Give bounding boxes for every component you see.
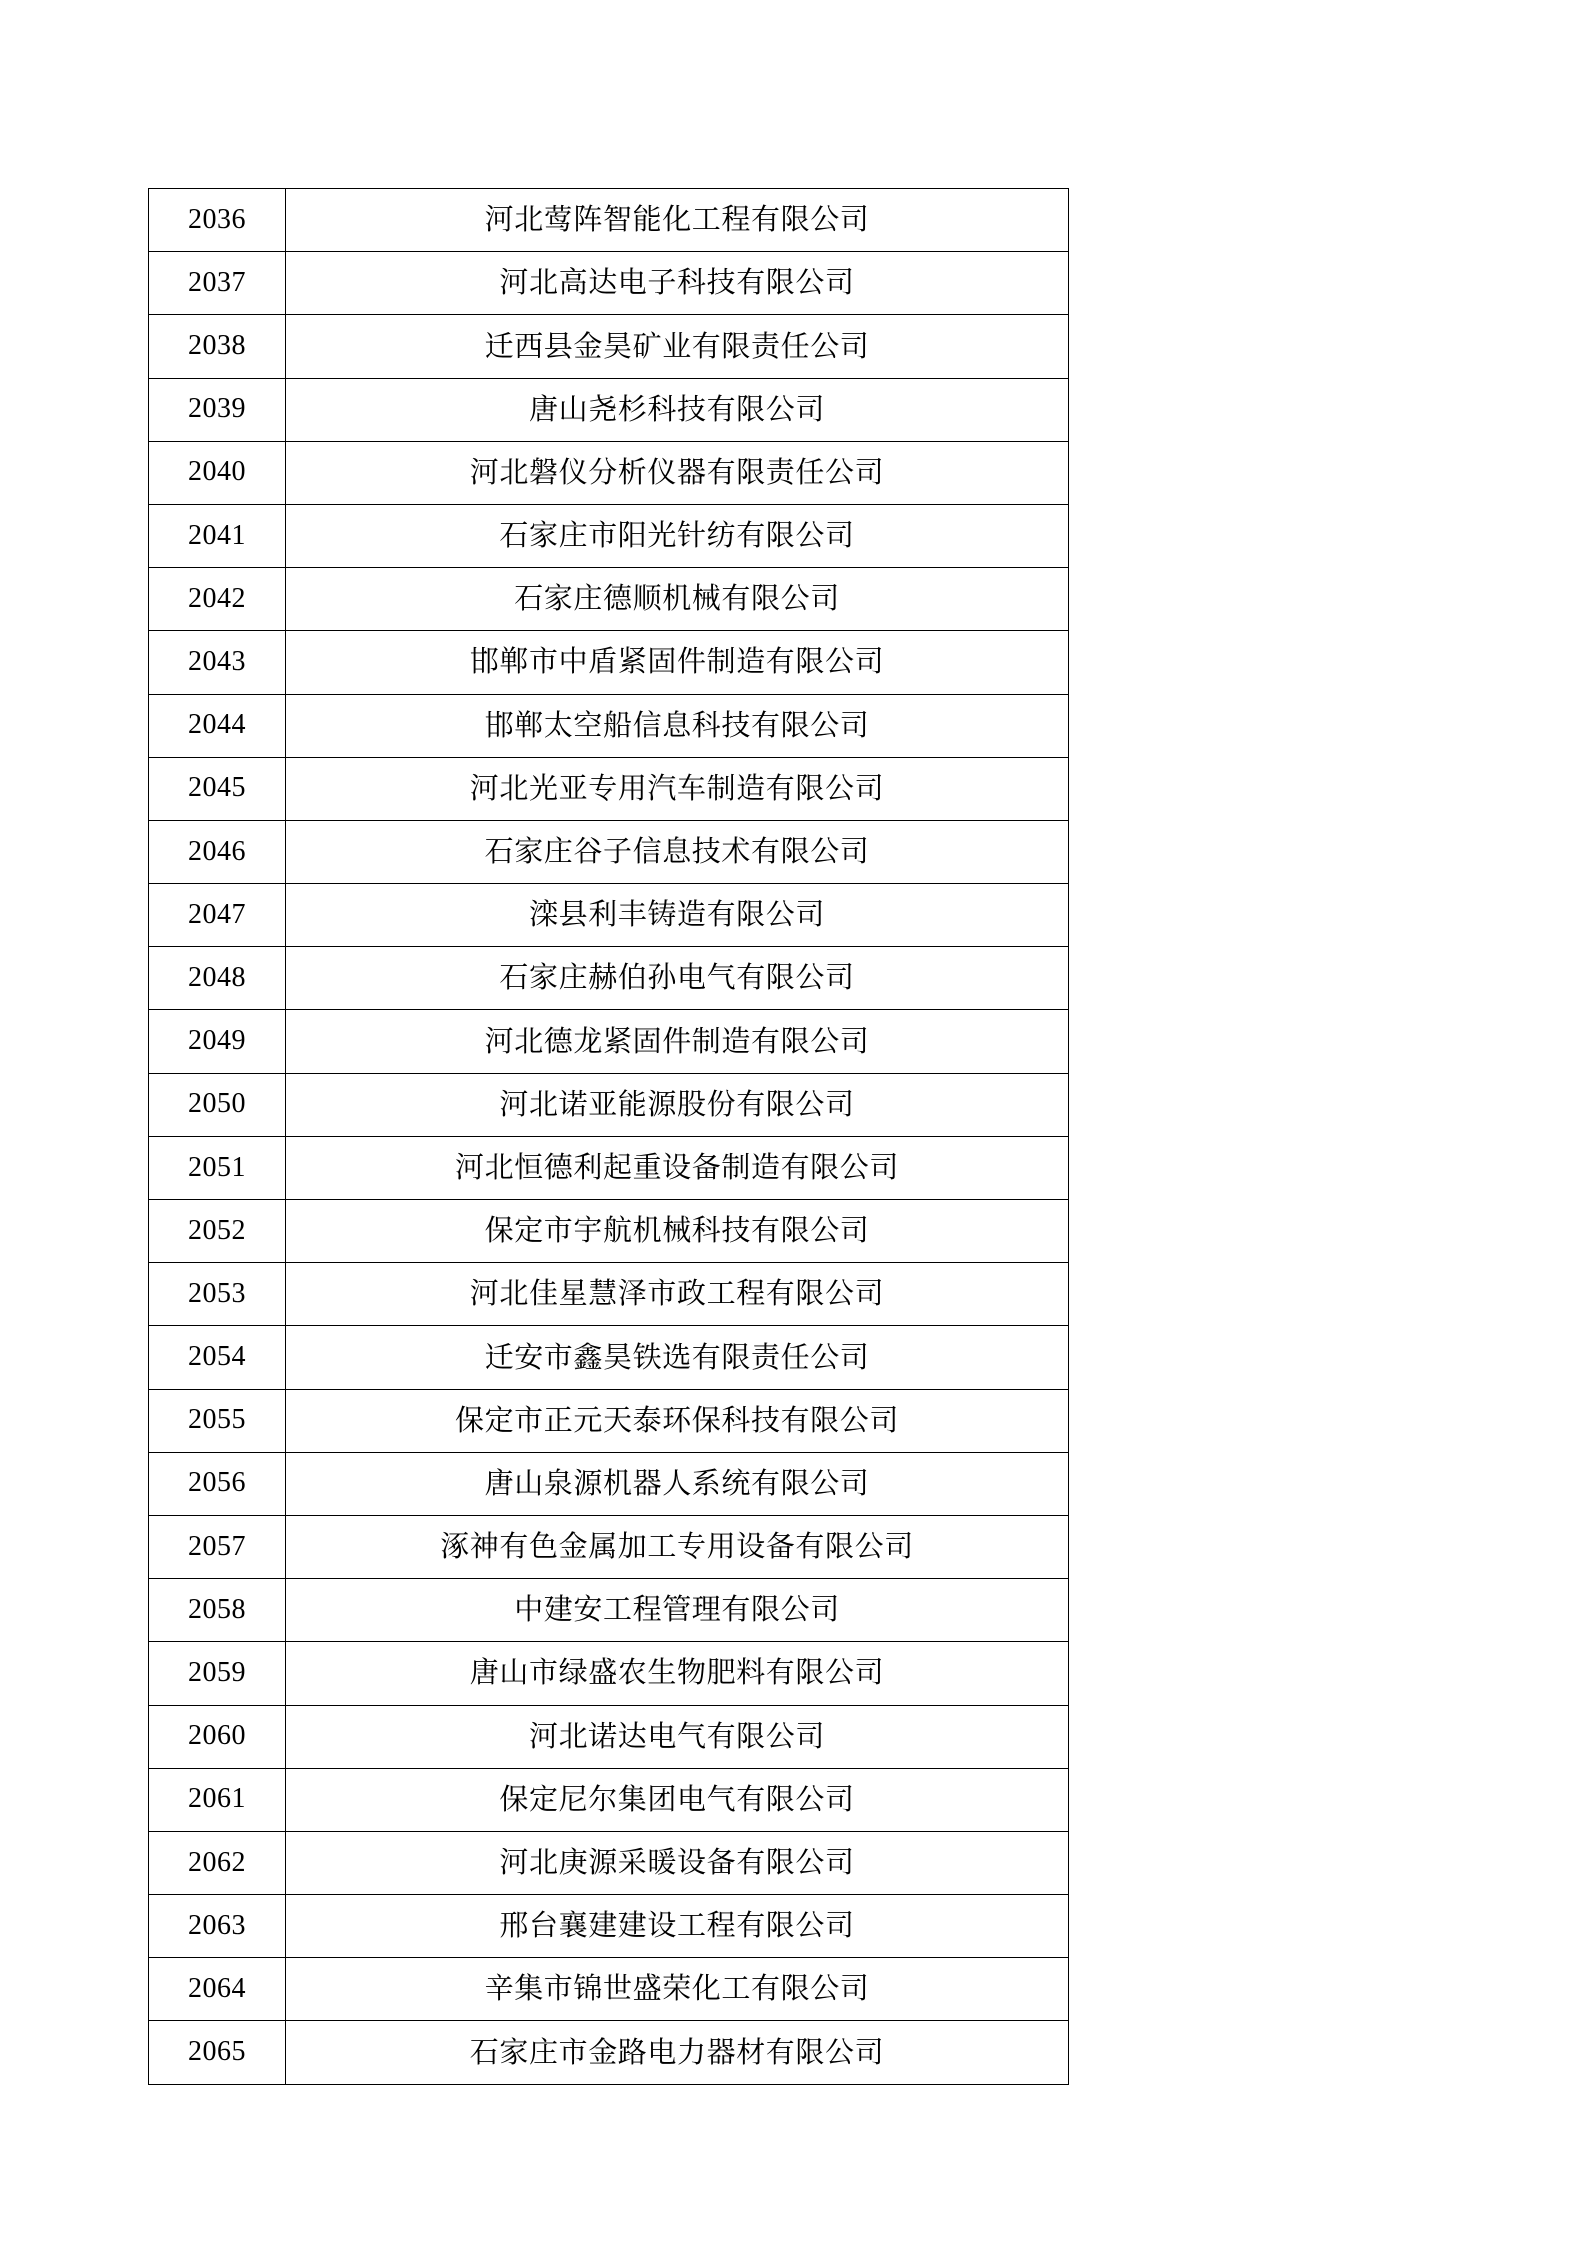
- table-row: [149, 504, 1069, 567]
- row-id-cell: 2053: [149, 1263, 286, 1326]
- table-row: [149, 1579, 1069, 1642]
- row-id-cell: 2065: [149, 2021, 286, 2084]
- company-name-cell: 邯郸太空船信息科技有限公司: [286, 694, 1069, 757]
- row-id-cell: 2037: [149, 252, 286, 315]
- row-id-cell: 2051: [149, 1136, 286, 1199]
- company-name-cell: 石家庄谷子信息技术有限公司: [286, 820, 1069, 883]
- row-id-cell: 2052: [149, 1200, 286, 1263]
- company-name-cell: 邯郸市中盾紧固件制造有限公司: [286, 631, 1069, 694]
- row-id-cell: 2048: [149, 947, 286, 1010]
- table-row: [149, 1136, 1069, 1199]
- row-id-cell: 2041: [149, 504, 286, 567]
- company-name-cell: 河北佳星慧泽市政工程有限公司: [286, 1263, 1069, 1326]
- company-name-cell: 石家庄市金路电力器材有限公司: [286, 2021, 1069, 2084]
- company-name-cell: 辛集市锦世盛荣化工有限公司: [286, 1958, 1069, 2021]
- row-id-cell: 2039: [149, 378, 286, 441]
- row-id-cell: 2049: [149, 1010, 286, 1073]
- company-name-cell: 迁西县金昊矿业有限责任公司: [286, 315, 1069, 378]
- table-row: [149, 1831, 1069, 1894]
- company-name-cell: 河北德龙紧固件制造有限公司: [286, 1010, 1069, 1073]
- table-row: [149, 568, 1069, 631]
- table-row: [149, 1010, 1069, 1073]
- company-name-cell: 迁安市鑫昊铁选有限责任公司: [286, 1326, 1069, 1389]
- table-row: [149, 1073, 1069, 1136]
- table-row: [149, 1200, 1069, 1263]
- row-id-cell: 2046: [149, 820, 286, 883]
- table-body: [149, 189, 1069, 2085]
- row-id-cell: 2042: [149, 568, 286, 631]
- row-id-cell: 2060: [149, 1705, 286, 1768]
- company-name-cell: 石家庄赫伯孙电气有限公司: [286, 947, 1069, 1010]
- company-name-cell: 石家庄德顺机械有限公司: [286, 568, 1069, 631]
- table-row: [149, 378, 1069, 441]
- table-row: [149, 1642, 1069, 1705]
- company-name-cell: 河北诺亚能源股份有限公司: [286, 1073, 1069, 1136]
- row-id-cell: 2045: [149, 757, 286, 820]
- table-row: [149, 1515, 1069, 1578]
- table-row: [149, 631, 1069, 694]
- row-id-cell: 2036: [149, 189, 286, 252]
- company-name-cell: 河北庚源采暖设备有限公司: [286, 1831, 1069, 1894]
- table-row: [149, 1958, 1069, 2021]
- row-id-cell: 2061: [149, 1768, 286, 1831]
- row-id-cell: 2064: [149, 1958, 286, 2021]
- company-name-cell: 河北磐仪分析仪器有限责任公司: [286, 441, 1069, 504]
- row-id-cell: 2038: [149, 315, 286, 378]
- row-id-cell: 2040: [149, 441, 286, 504]
- company-name-cell: 河北光亚专用汽车制造有限公司: [286, 757, 1069, 820]
- table-row: [149, 820, 1069, 883]
- company-name-cell: 唐山尧杉科技有限公司: [286, 378, 1069, 441]
- row-id-cell: 2054: [149, 1326, 286, 1389]
- row-id-cell: 2043: [149, 631, 286, 694]
- company-name-cell: 中建安工程管理有限公司: [286, 1579, 1069, 1642]
- row-id-cell: 2055: [149, 1389, 286, 1452]
- company-name-cell: 涿神有色金属加工专用设备有限公司: [286, 1515, 1069, 1578]
- row-id-cell: 2057: [149, 1515, 286, 1578]
- row-id-cell: 2047: [149, 884, 286, 947]
- table-row: [149, 884, 1069, 947]
- table-row: [149, 1452, 1069, 1515]
- table-row: [149, 694, 1069, 757]
- table-row: [149, 947, 1069, 1010]
- table-row: [149, 441, 1069, 504]
- company-name-cell: 石家庄市阳光针纺有限公司: [286, 504, 1069, 567]
- company-list-table: [148, 188, 1069, 2085]
- row-id-cell: 2056: [149, 1452, 286, 1515]
- company-name-cell: 保定市宇航机械科技有限公司: [286, 1200, 1069, 1263]
- table-row: [149, 2021, 1069, 2084]
- company-name-cell: 唐山市绿盛农生物肥料有限公司: [286, 1642, 1069, 1705]
- table-row: [149, 1768, 1069, 1831]
- table-row: [149, 757, 1069, 820]
- table-row: [149, 1895, 1069, 1958]
- company-name-cell: 邢台襄建建设工程有限公司: [286, 1895, 1069, 1958]
- company-name-cell: 保定市正元天泰环保科技有限公司: [286, 1389, 1069, 1452]
- company-name-cell: 保定尼尔集团电气有限公司: [286, 1768, 1069, 1831]
- table-row: [149, 1389, 1069, 1452]
- table-row: [149, 189, 1069, 252]
- row-id-cell: 2063: [149, 1895, 286, 1958]
- company-name-cell: 河北诺达电气有限公司: [286, 1705, 1069, 1768]
- row-id-cell: 2044: [149, 694, 286, 757]
- company-name-cell: 河北莺阵智能化工程有限公司: [286, 189, 1069, 252]
- row-id-cell: 2062: [149, 1831, 286, 1894]
- company-name-cell: 滦县利丰铸造有限公司: [286, 884, 1069, 947]
- table-row: [149, 1326, 1069, 1389]
- company-name-cell: 唐山泉源机器人系统有限公司: [286, 1452, 1069, 1515]
- table-row: [149, 1705, 1069, 1768]
- company-name-cell: 河北高达电子科技有限公司: [286, 252, 1069, 315]
- table-row: [149, 252, 1069, 315]
- row-id-cell: 2058: [149, 1579, 286, 1642]
- row-id-cell: 2050: [149, 1073, 286, 1136]
- company-name-cell: 河北恒德利起重设备制造有限公司: [286, 1136, 1069, 1199]
- row-id-cell: 2059: [149, 1642, 286, 1705]
- table-row: [149, 1263, 1069, 1326]
- table-row: [149, 315, 1069, 378]
